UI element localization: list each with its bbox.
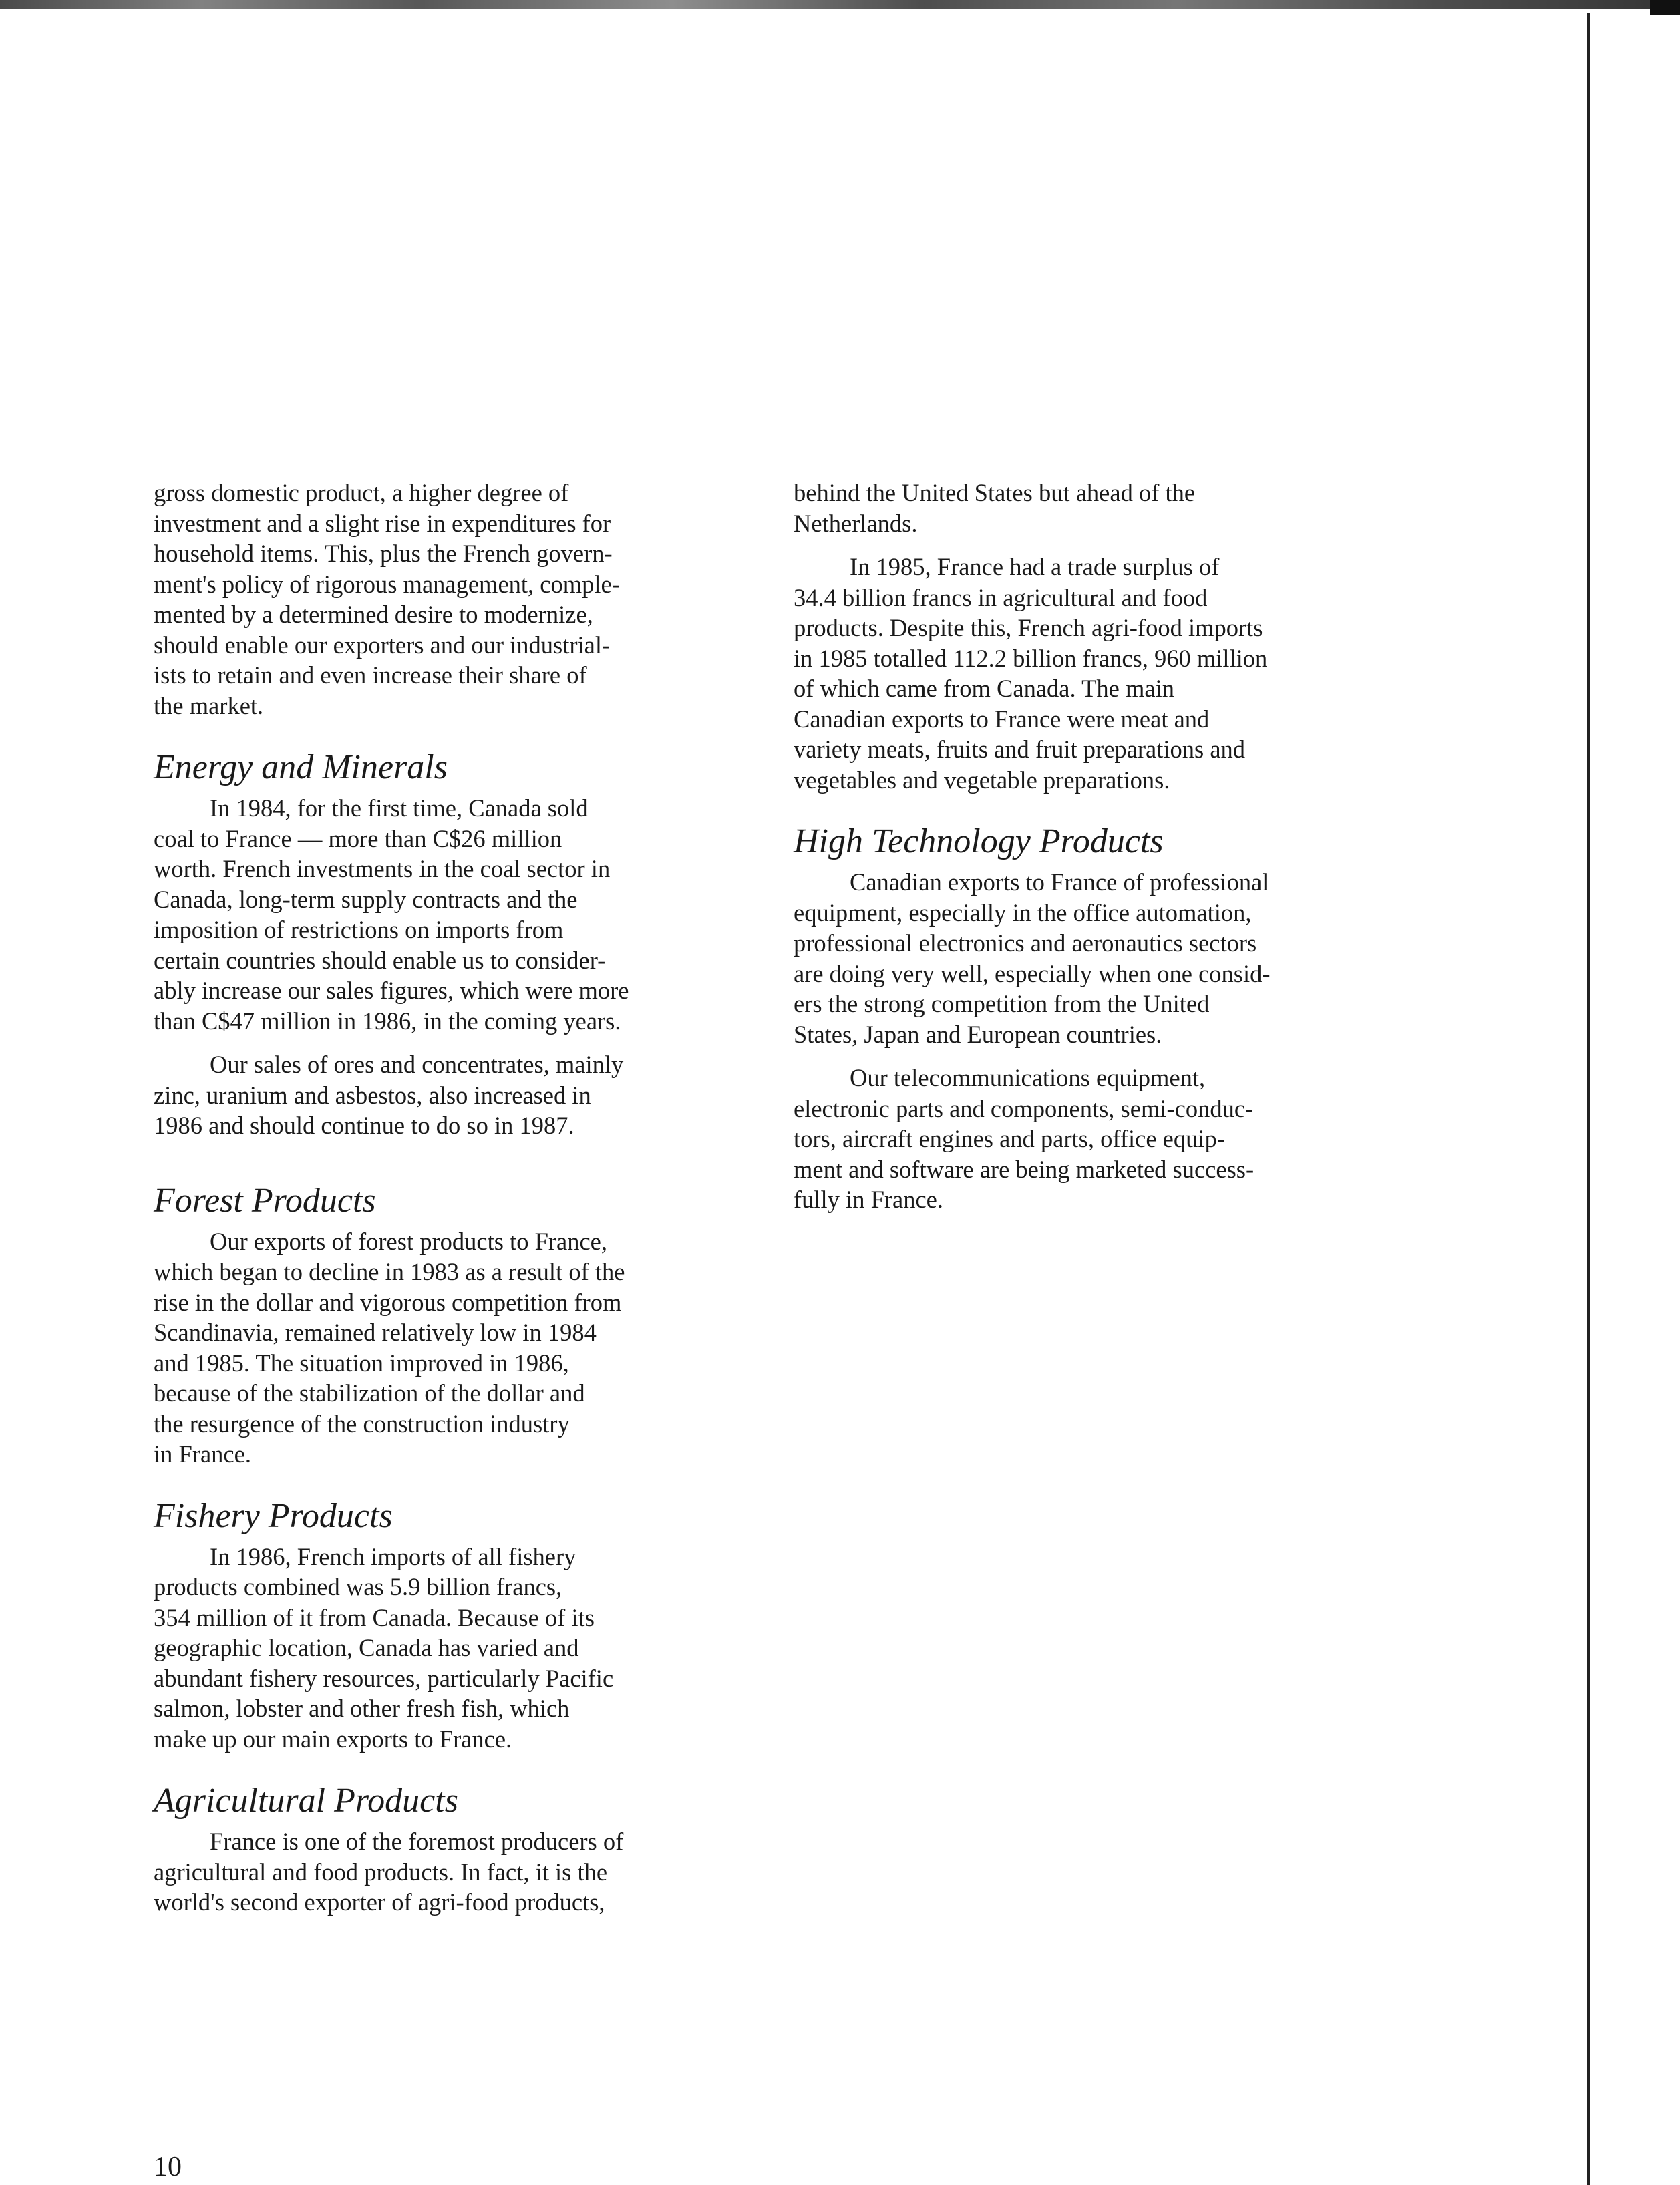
forest-paragraph [154, 1226, 728, 1470]
text-line: imposition of restrictions on imports from [154, 916, 564, 943]
text-line: Our sales of ores and concentrates, mainly [210, 1051, 624, 1078]
fishery-paragraph [154, 1542, 728, 1755]
text-line: worth. French investments in the coal sector in [154, 855, 611, 882]
continuation-paragraph [794, 478, 1368, 538]
page-number: 10 [154, 2152, 182, 2182]
text-line: agricultural and food products. In fact, it is the [154, 1858, 608, 1886]
text-line: 354 million of it from Canada. Because of its [154, 1603, 595, 1631]
heading-forest-products: Forest Products [154, 1181, 376, 1220]
text-line: are doing very well, especially when one consid- [794, 959, 1271, 987]
scan-edge-right [1587, 13, 1590, 2185]
text-line: 1986 and should continue to do so in 1987. [154, 1112, 574, 1139]
text-line: fully in France. [794, 1186, 944, 1213]
text-line: zinc, uranium and asbestos, also increased in [154, 1081, 591, 1109]
text-line: Canada, long-term supply contracts and the [154, 885, 578, 913]
text-line: Netherlands. [794, 509, 918, 537]
text-line: 34.4 billion francs in agricultural and food [794, 583, 1208, 611]
text-line: Our telecommunications equipment, [850, 1064, 1206, 1091]
text-line: which began to decline in 1983 as a result of the [154, 1258, 625, 1285]
text-line: of which came from Canada. The main [794, 675, 1174, 702]
text-line: mented by a determined desire to modernize, [154, 601, 593, 628]
text-line: geographic location, Canada has varied and [154, 1634, 579, 1661]
heading-fishery-products: Fishery Products [154, 1496, 393, 1535]
text-line: products. Despite this, French agri-food imports [794, 614, 1263, 641]
text-line: equipment, especially in the office automation, [794, 898, 1252, 927]
text-line: electronic parts and components, semi-conduc- [794, 1094, 1254, 1122]
text-line: gross domestic product, a higher degree of [154, 479, 569, 506]
scan-edge-top [0, 0, 1680, 9]
text-line: than C$47 million in 1986, in the coming years. [154, 1007, 621, 1035]
text-line: because of the stabilization of the dollar and [154, 1379, 585, 1407]
energy-paragraph-1 [154, 793, 728, 1036]
text-line: Scandinavia, remained relatively low in 1984 [154, 1319, 597, 1346]
text-line: ers the strong competition from the United [794, 990, 1210, 1017]
text-line: behind the United States but ahead of the [794, 479, 1196, 506]
text-line: variety meats, fruits and fruit preparations and [794, 735, 1246, 763]
energy-paragraph-2 [154, 1049, 728, 1141]
agricultural-paragraph [154, 1826, 728, 1918]
text-line: ment's policy of rigorous management, comple- [154, 570, 620, 598]
text-line: in 1985 totalled 112.2 billion francs, 960 million [794, 644, 1268, 672]
left-column [154, 478, 728, 1931]
text-line: abundant fishery resources, particularly Pacific [154, 1664, 614, 1692]
text-line: coal to France — more than C$26 million [154, 824, 562, 852]
text-line: vegetables and vegetable preparations. [794, 766, 1170, 794]
text-line: and 1985. The situation improved in 1986, [154, 1349, 569, 1377]
intro-paragraph [154, 478, 728, 721]
text-line: the resurgence of the construction industry [154, 1409, 570, 1438]
scan-corner-mark [1650, 0, 1680, 15]
text-line: ists to retain and even increase their share of [154, 661, 587, 689]
heading-energy-minerals: Energy and Minerals [154, 748, 448, 786]
text-line: ably increase our sales figures, which were more [154, 977, 629, 1004]
text-line: Canadian exports to France of professional [850, 868, 1269, 896]
heading-high-technology-products: High Technology Products [794, 822, 1164, 860]
hightech-paragraph-2 [794, 1063, 1368, 1215]
text-line: world's second exporter of agri-food products, [154, 1888, 605, 1916]
text-line: should enable our exporters and our industrial- [154, 631, 611, 659]
text-line: in France. [154, 1440, 251, 1468]
text-line: investment and a slight rise in expenditures for [154, 509, 611, 537]
text-line: tors, aircraft engines and parts, office equip- [794, 1125, 1225, 1152]
text-line: States, Japan and European countries. [794, 1020, 1162, 1048]
text-line: In 1985, France had a trade surplus of [850, 553, 1220, 580]
heading-agricultural-products: Agricultural Products [154, 1782, 458, 1820]
text-line: France is one of the foremost producers of [210, 1828, 624, 1855]
text-line: In 1984, for the first time, Canada sold [210, 794, 589, 822]
text-line: salmon, lobster and other fresh fish, which [154, 1695, 570, 1722]
text-line: rise in the dollar and vigorous competition from [154, 1288, 622, 1316]
text-line: professional electronics and aeronautics sectors [794, 929, 1257, 957]
text-line: products combined was 5.9 billion francs, [154, 1573, 562, 1601]
text-line: Our exports of forest products to France, [210, 1227, 607, 1255]
text-line: certain countries should enable us to consider- [154, 946, 606, 974]
text-line: household items. This, plus the French govern- [154, 540, 613, 567]
text-line: make up our main exports to France. [154, 1725, 512, 1753]
text-line: In 1986, French imports of all fishery [210, 1542, 576, 1570]
right-column [794, 478, 1368, 1228]
text-line: Canadian exports to France were meat and [794, 705, 1210, 733]
hightech-paragraph-1 [794, 867, 1368, 1049]
text-line: the market. [154, 691, 264, 719]
text-line: ment and software are being marketed success- [794, 1155, 1254, 1183]
trade-surplus-paragraph [794, 552, 1368, 795]
